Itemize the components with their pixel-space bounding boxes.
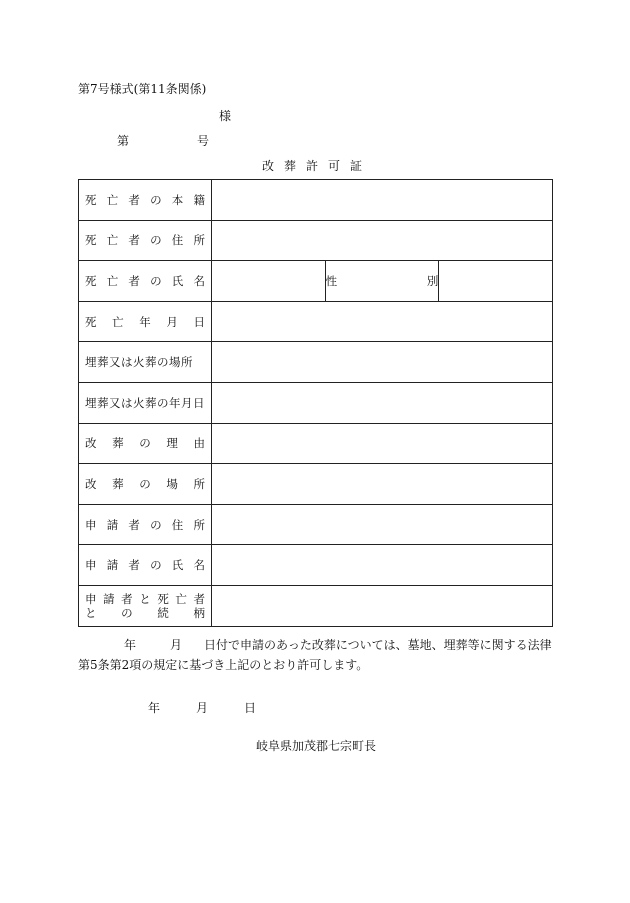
row-label-cell xyxy=(79,301,212,342)
row-label: 申 請 者 の 氏 名 xyxy=(85,558,205,573)
row-value-field[interactable] xyxy=(212,220,553,261)
issue-year: 年 xyxy=(148,701,161,715)
relation-label-line1: 申 請 者 と 死 亡 者 xyxy=(85,591,205,606)
row-label: 埋 葬 又 は 火 葬 の 場 所 xyxy=(85,355,193,370)
row-label: 改 葬 の 理 由 xyxy=(85,436,205,451)
row-label-cell xyxy=(79,220,212,261)
document-number-prefix: 第 xyxy=(117,134,130,148)
table-row xyxy=(79,301,553,342)
relation-field[interactable] xyxy=(212,585,553,626)
row-value-field[interactable] xyxy=(212,504,553,545)
row-label: 死 亡 年 月 日 xyxy=(85,314,205,329)
row-value-field[interactable] xyxy=(212,464,553,505)
gender-label-cell xyxy=(325,261,439,302)
table-row xyxy=(79,382,553,423)
row-label: 埋 葬 又 は 火 葬 の 年 月 日 xyxy=(85,395,205,410)
relation-label-cell xyxy=(79,585,212,626)
statement-text: 日付で申請のあった改葬については、墓地、埋葬等に関する法律第5条第2項の規定に基づき上記のとおり許可します。 xyxy=(78,638,552,672)
row-label: 死 亡 者 の 氏 名 xyxy=(85,273,205,288)
table-row xyxy=(79,261,553,302)
table-row xyxy=(79,504,553,545)
row-label-cell xyxy=(79,545,212,586)
row-label-cell xyxy=(79,342,212,383)
row-label-cell xyxy=(79,504,212,545)
form-number: 第7号様式(第11条関係) xyxy=(78,82,207,96)
row-value-field[interactable] xyxy=(212,342,553,383)
document-title: 改葬許可証 xyxy=(262,159,373,173)
row-label-cell xyxy=(79,464,212,505)
statement-year: 年 xyxy=(124,638,137,652)
permit-statement xyxy=(78,635,558,675)
row-label-cell xyxy=(79,423,212,464)
document-number-suffix: 号 xyxy=(197,134,210,148)
row-value-field[interactable] xyxy=(212,180,553,221)
statement-month: 月 xyxy=(170,638,183,652)
addressee-suffix: 様 xyxy=(219,109,232,123)
row-label: 申 請 者 の 住 所 xyxy=(85,517,205,532)
relation-label-line2: と の 続 柄 xyxy=(85,605,205,620)
row-value-field[interactable] xyxy=(212,545,553,586)
row-label-cell xyxy=(79,382,212,423)
table-row xyxy=(79,342,553,383)
row-label-cell xyxy=(79,261,212,302)
table-row xyxy=(79,464,553,505)
row-label-cell xyxy=(79,180,212,221)
permit-table xyxy=(78,179,553,627)
issuer-name: 岐阜県加茂郡七宗町長 xyxy=(256,739,377,753)
row-value-field[interactable] xyxy=(212,423,553,464)
row-value-field[interactable] xyxy=(212,301,553,342)
issue-date xyxy=(148,699,256,716)
table-row xyxy=(79,585,553,626)
table-row xyxy=(79,545,553,586)
row-label: 死 亡 者 の 本 籍 xyxy=(85,192,205,207)
table-row xyxy=(79,220,553,261)
issue-day: 日 xyxy=(244,701,257,715)
issue-month: 月 xyxy=(196,701,209,715)
deceased-name-field[interactable] xyxy=(212,261,326,302)
gender-field[interactable] xyxy=(439,261,553,302)
row-label: 改 葬 の 場 所 xyxy=(85,476,205,491)
row-label: 死 亡 者 の 住 所 xyxy=(85,233,205,248)
gender-label: 性 別 xyxy=(325,273,439,288)
table-row xyxy=(79,180,553,221)
row-value-field[interactable] xyxy=(212,382,553,423)
table-row xyxy=(79,423,553,464)
